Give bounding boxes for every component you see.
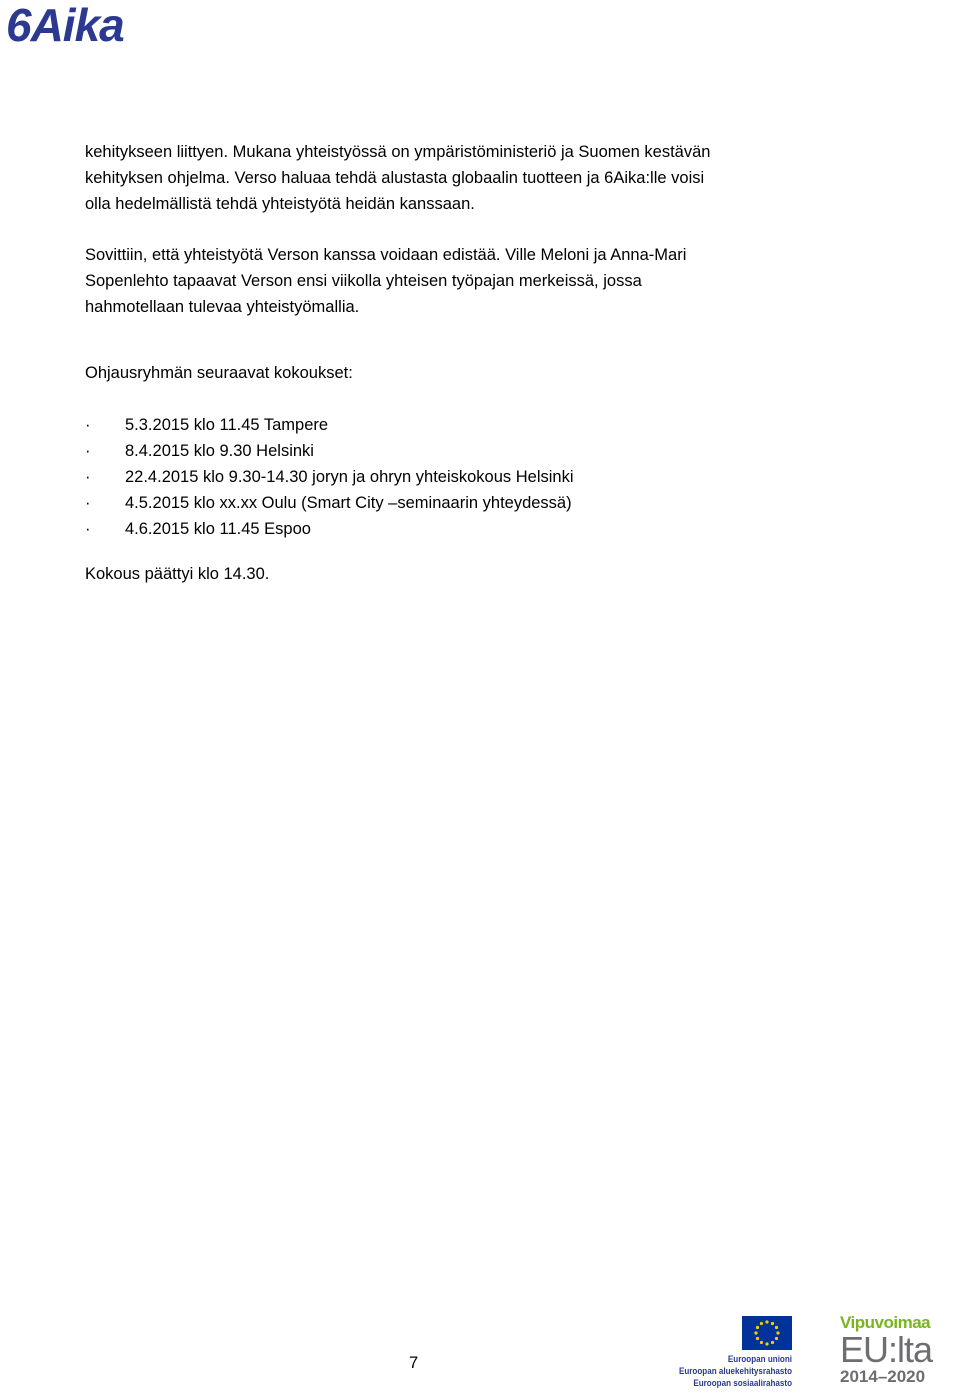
bullet: ·: [85, 416, 91, 434]
list-item: [85, 490, 574, 516]
text-line: Sopenlehto tapaavat Verson ensi viikolla yhteisen työpajan merkeissä, jossa: [85, 272, 642, 290]
eu-logo-text: [659, 1354, 792, 1390]
eu-flag-icon: [742, 1316, 792, 1350]
meeting-text: 4.6.2015 klo 11.45 Espoo: [125, 520, 311, 538]
eu-line: Euroopan sosiaalirahasto: [693, 1378, 792, 1389]
list-item: [85, 464, 574, 490]
text-line: kehitykseen liittyen. Mukana yhteistyössä on ympäristöministeriö ja Suomen kestävän: [85, 143, 711, 161]
vipu-eu: EU:lta: [840, 1329, 933, 1370]
bullet: ·: [85, 442, 91, 460]
text-line: olla hedelmällistä tehdä yhteistyötä heidän kanssaan.: [85, 195, 475, 213]
text-line: hahmotellaan tulevaa yhteistyömallia.: [85, 298, 360, 316]
paragraph-meetings-heading: [85, 360, 785, 386]
eu-line: Euroopan unioni: [727, 1354, 792, 1365]
list-item: [85, 438, 574, 464]
bullet: ·: [85, 468, 91, 486]
6aika-logo: 6Aika: [6, 0, 124, 51]
page-number: 7: [409, 1354, 419, 1372]
vipu-title: Vipuvoimaa: [840, 1313, 931, 1332]
bullet: ·: [85, 494, 91, 512]
eu-line: Euroopan aluekehitysrahasto: [678, 1366, 792, 1377]
list-item: [85, 516, 574, 542]
vipu-years: 2014–2020: [840, 1367, 926, 1386]
paragraph-verso: [85, 139, 785, 217]
vipuvoimaa-logo: [840, 1314, 958, 1394]
text-line: Ohjausryhmän seuraavat kokoukset:: [85, 364, 353, 382]
meeting-text: 5.3.2015 klo 11.45 Tampere: [125, 416, 329, 434]
meeting-list: [85, 412, 574, 542]
meeting-text: 22.4.2015 klo 9.30-14.30 joryn ja ohryn yhteiskokous Helsinki: [125, 468, 574, 486]
meeting-text: 8.4.2015 klo 9.30 Helsinki: [125, 442, 314, 460]
text-line: Sovittiin, että yhteistyötä Verson kanssa voidaan edistää. Ville Meloni ja Anna-Mari: [85, 246, 687, 264]
eu-logo: [664, 1316, 794, 1392]
bullet: ·: [85, 520, 91, 538]
paragraph-agreement: [85, 242, 785, 320]
meeting-text: 4.5.2015 klo xx.xx Oulu (Smart City –seminaarin yhteydessä): [125, 494, 572, 512]
list-item: [85, 412, 574, 438]
text-line: kehityksen ohjelma. Verso haluaa tehdä alustasta globaalin tuotteen ja 6Aika:lle voisi: [85, 169, 705, 187]
closing-text: Kokous päättyi klo 14.30.: [85, 565, 270, 583]
